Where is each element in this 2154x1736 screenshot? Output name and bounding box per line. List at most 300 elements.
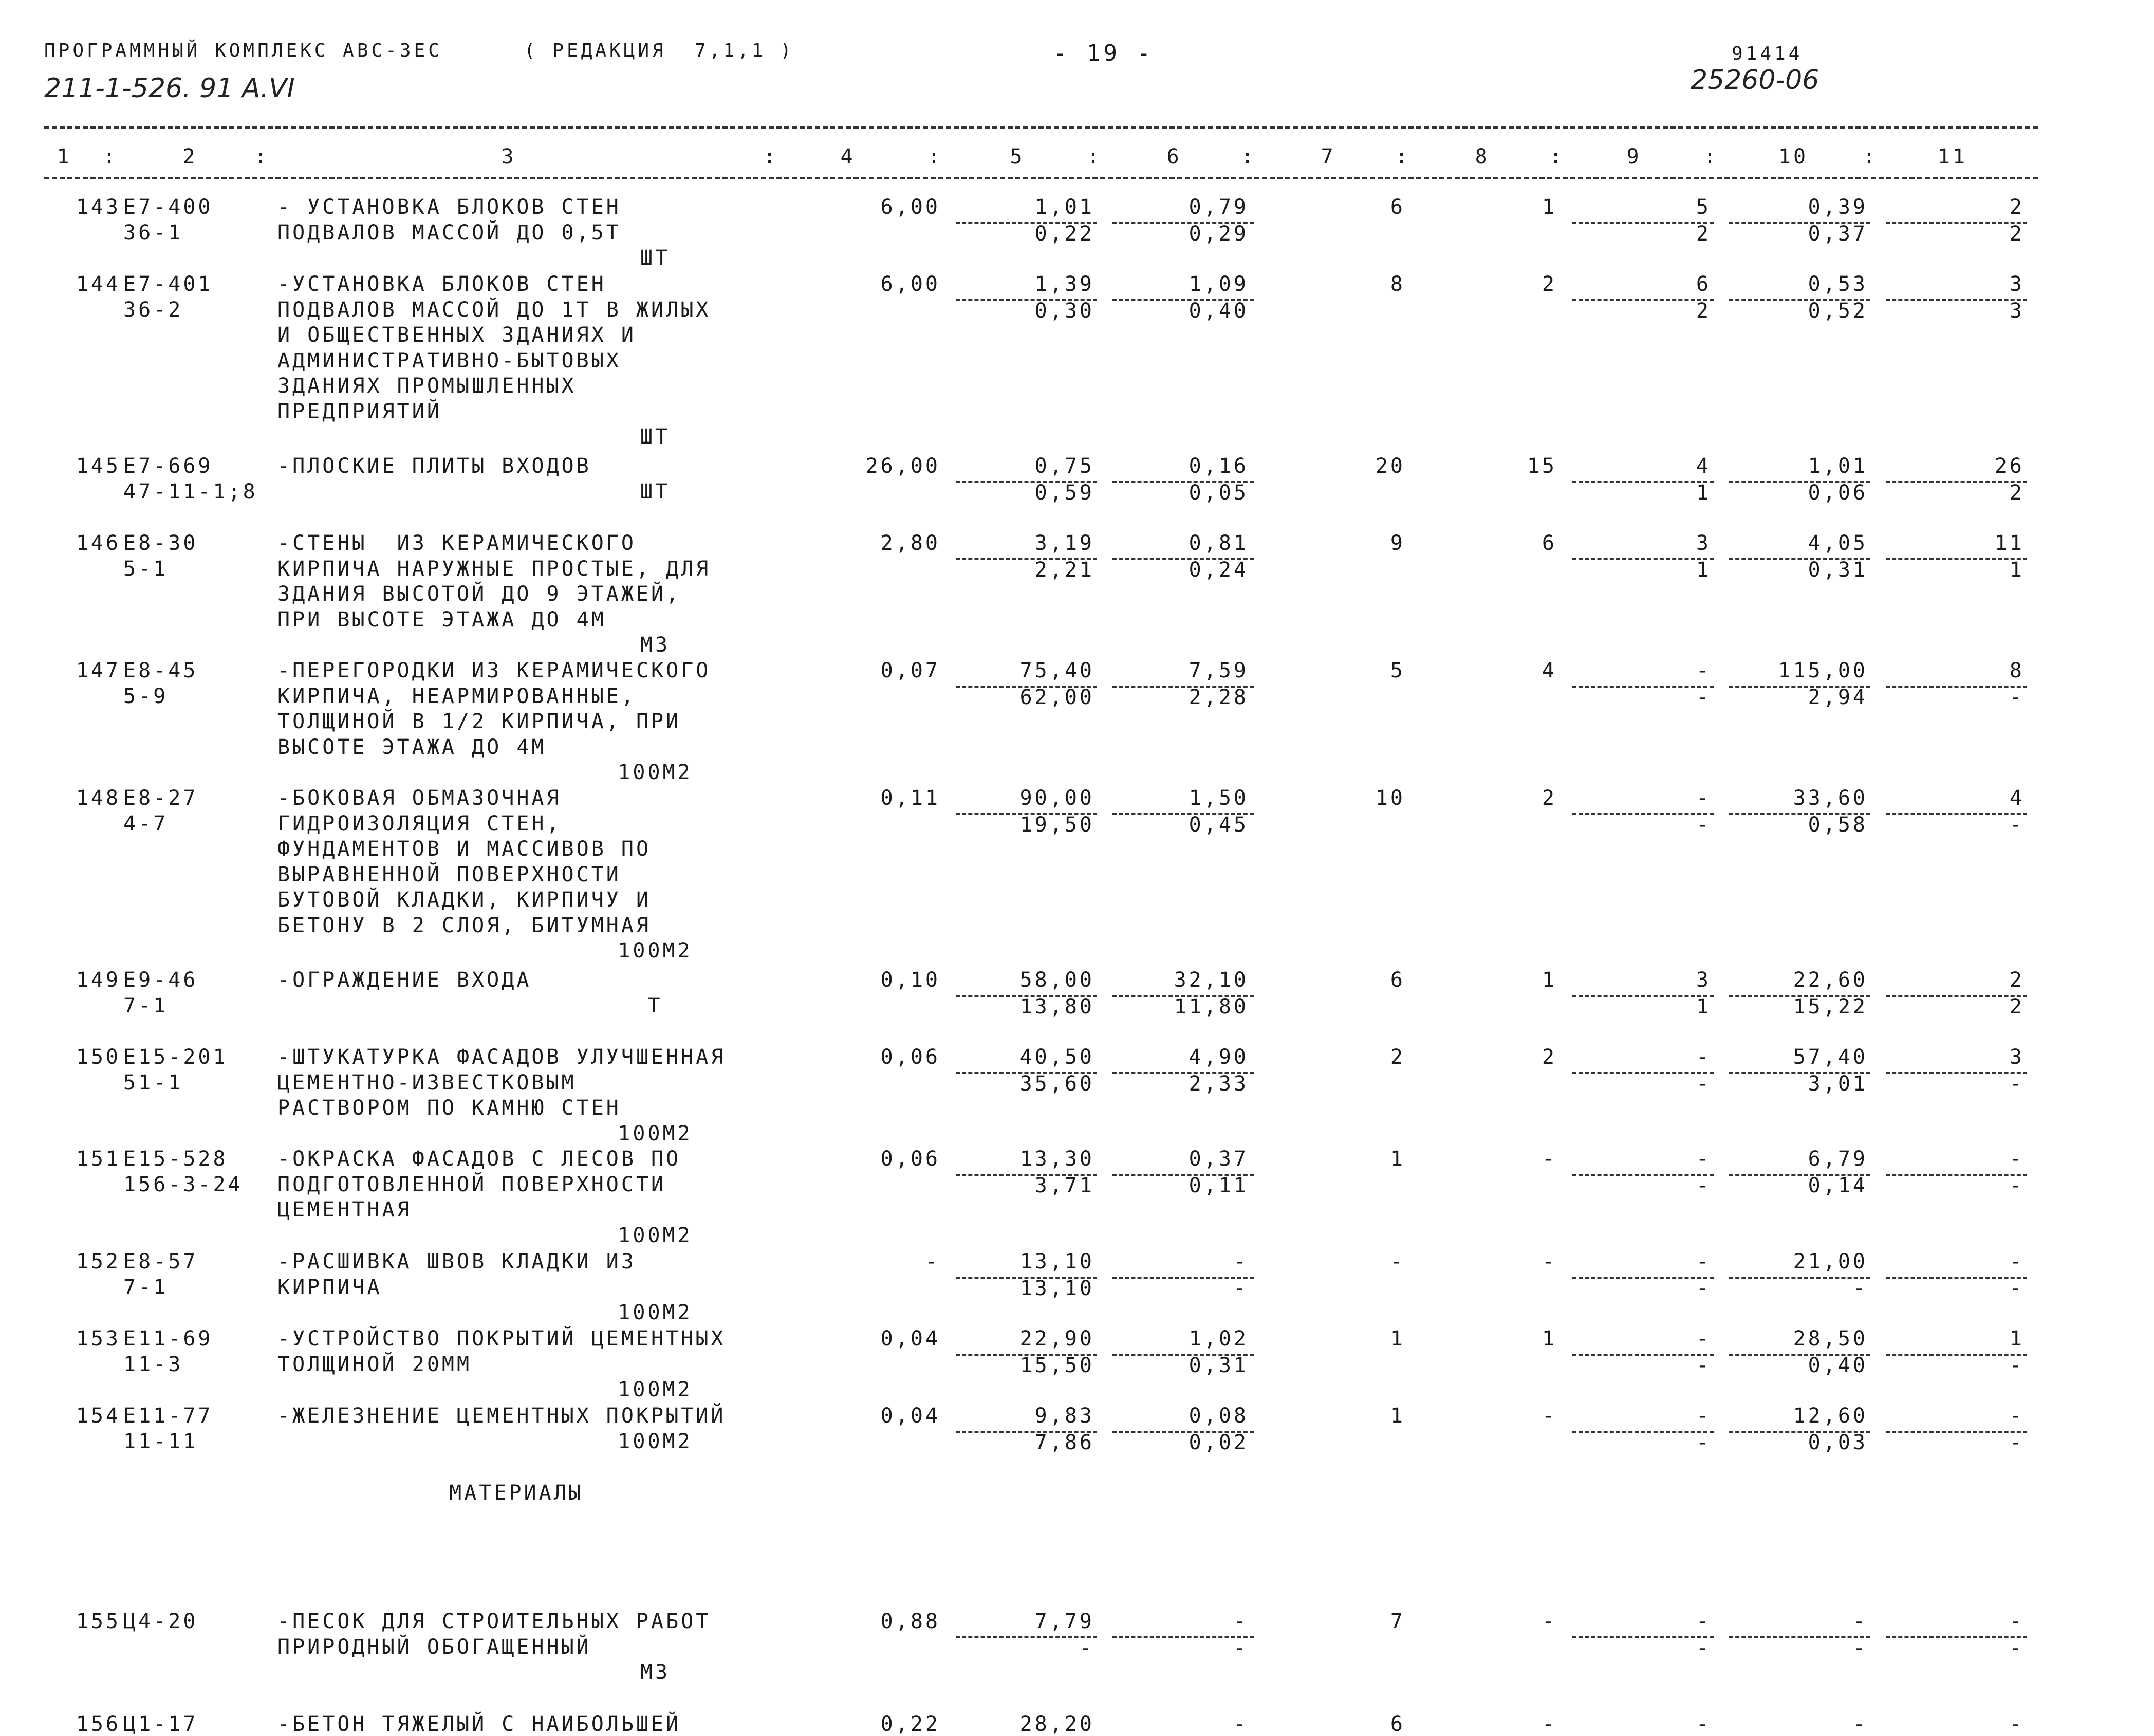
cost-col7: 1 [1390,1147,1405,1171]
cost-col7: 2 [1390,1045,1405,1069]
cost-col11: 2 [2009,195,2025,219]
program-title: ПРОГРАММНЫЙ КОМПЛЕКС АВС-ЗЕС [44,40,442,61]
quantity: 0,10 [880,968,940,992]
cost-machines: - [1233,1610,1249,1633]
labor-cost: 13,80 [1019,994,1094,1019]
unit-of-measure: ШТ [640,246,671,270]
cost-total: 1,01 [1034,195,1094,219]
norm-subcode: 156-3-24 [123,1172,243,1196]
work-description-line: -СТЕНЫ ИЗ КЕРАМИЧЕСКОГО [277,531,636,555]
work-description-line: РАСТВОРОМ ПО КАМНЮ СТЕН [277,1096,621,1120]
column-header-2: 2 [182,145,198,169]
subtotal-separator [1886,1174,2027,1176]
cost-col7: 6 [1390,195,1405,219]
unit-of-measure: 100М2 [618,1378,693,1401]
subtotal-separator [1886,1072,2027,1074]
cost-col11: 4 [2009,786,2025,810]
labor-col10: 0,31 [1808,558,1868,582]
handwritten-project-code: 211-1-526. 91 А.VI [44,73,295,104]
subtotal-separator [956,1636,1097,1638]
column-header-7: 7 [1321,145,1336,169]
row-number: 148 [76,786,121,810]
quantity: 0,06 [880,1147,940,1171]
cost-col8: 1 [1542,968,1557,992]
subtotal-separator [1572,1636,1714,1638]
quantity: 0,11 [880,786,940,810]
quantity: 0,04 [880,1404,940,1428]
quantity: - [925,1250,940,1273]
unit-of-measure: 100М2 [618,1429,693,1453]
cost-col10: 21,00 [1793,1250,1868,1273]
norm-subcode: 5-9 [123,684,169,708]
subtotal-separator [1572,813,1714,815]
labor-col9: 2 [1696,221,1711,246]
work-description-line: БУТОВОЙ КЛАДКИ, КИРПИЧУ И [277,888,652,912]
cost-total: 13,30 [1019,1147,1094,1171]
labor-machines: 0,29 [1189,221,1249,246]
doc-code: 91414 [1732,43,1803,64]
cost-col11: 26 [1994,454,2025,478]
subtotal-separator [1886,1431,2027,1433]
column-divider: : [927,145,943,169]
page-number: - 19 - [1053,40,1154,66]
labor-col9: - [1696,1353,1711,1377]
labor-col10: 0,37 [1808,221,1868,246]
work-description-line: - УСТАНОВКА БЛОКОВ СТЕН [277,195,621,219]
subtotal-separator [1886,995,2027,997]
labor-col9: - [1696,812,1711,837]
cost-machines: 0,16 [1189,454,1249,478]
norm-subcode: 11-11 [123,1429,198,1453]
subtotal-separator [1572,1431,1714,1433]
labor-machines: 0,02 [1189,1430,1249,1454]
row-number: 144 [76,272,121,296]
row-number: 153 [76,1327,121,1351]
subtotal-separator [1886,1277,2027,1279]
labor-machines: 2,33 [1189,1072,1249,1096]
cost-col8: - [1542,1712,1557,1736]
row-number: 156 [76,1712,121,1736]
section-heading: МАТЕРИАЛЫ [449,1481,584,1505]
labor-col9: - [1696,685,1711,709]
labor-col11: 1 [2009,558,2025,582]
cost-col9: - [1696,1147,1711,1171]
subtotal-separator [1572,686,1714,688]
cost-col7: 8 [1390,272,1405,296]
work-description-line: -ПЕРЕГОРОДКИ ИЗ КЕРАМИЧЕСКОГО [277,659,711,682]
cost-col10: 6,79 [1808,1147,1868,1171]
labor-col11: - [2009,1353,2025,1377]
subtotal-separator [1886,813,2027,815]
labor-cost: 15,50 [1019,1353,1094,1377]
norm-code: Е9-46 [123,968,198,992]
cost-total: 90,00 [1019,786,1094,810]
unit-of-measure: ШТ [640,479,671,504]
norm-subcode: 36-1 [123,220,183,245]
cost-total: 3,19 [1034,531,1094,555]
cost-col10: 28,50 [1793,1327,1868,1351]
norm-subcode: 7-1 [123,1275,169,1299]
work-description-line: -ОКРАСКА ФАСАДОВ С ЛЕСОВ ПО [277,1147,681,1171]
unit-of-measure: М3 [640,633,671,657]
cost-total: 9,83 [1034,1404,1094,1428]
work-description-line: -ЖЕЛЕЗНЕНИЕ ЦЕМЕНТНЫХ ПОКРЫТИЙ [277,1404,726,1428]
cost-col9: - [1696,1404,1711,1428]
cost-col11: 11 [1994,531,2025,555]
cost-col8: - [1542,1147,1557,1171]
cost-total: 7,79 [1034,1610,1094,1633]
unit-of-measure: М3 [640,1660,671,1684]
norm-code: Ц1-17 [123,1712,198,1736]
labor-col11: - [2009,812,2025,837]
work-description-line: ПОДВАЛОВ МАССОЙ ДО 1Т В ЖИЛЫХ [277,298,711,322]
cost-col9: - [1696,1327,1711,1351]
work-description-line: -БОКОВАЯ ОБМАЗОЧНАЯ [277,786,562,810]
labor-col11: 2 [2009,994,2025,1019]
labor-col11: - [2009,685,2025,709]
cost-total: 13,10 [1019,1250,1094,1273]
labor-machines: 0,40 [1189,299,1249,323]
cost-machines: 0,79 [1189,195,1249,219]
labor-cost: 2,21 [1034,558,1094,582]
column-header-5: 5 [1010,145,1025,169]
work-description-line: -РАСШИВКА ШВОВ КЛАДКИ ИЗ [277,1250,636,1273]
labor-cost: 3,71 [1034,1173,1094,1197]
labor-col9: - [1696,1072,1711,1096]
column-header-1: 1 [57,145,72,169]
cost-col8: 6 [1542,531,1557,555]
labor-col11: - [2009,1072,2025,1096]
column-divider: : [1395,145,1410,169]
labor-cost: 19,50 [1019,812,1094,837]
work-description-line: ЦЕМЕНТНО-ИЗВЕСТКОВЫМ [277,1070,577,1095]
quantity: 6,00 [880,272,940,296]
subtotal-separator [1886,1354,2027,1356]
norm-code: Е8-57 [123,1250,198,1273]
subtotal-separator [1572,1354,1714,1356]
unit-of-measure: 100М2 [618,761,693,784]
work-description-line: ПРИ ВЫСОТЕ ЭТАЖА ДО 4М [277,607,606,632]
cost-machines: 0,37 [1189,1147,1249,1171]
row-number: 155 [76,1610,121,1633]
column-divider: : [103,145,118,169]
cost-col10: 33,60 [1793,786,1868,810]
column-header-10: 10 [1778,145,1809,169]
work-description-line: ЗДАНИЯХ ПРОМЫШЛЕННЫХ [277,374,577,398]
labor-cost: 35,60 [1019,1072,1094,1096]
cost-col11: 3 [2009,272,2025,296]
cost-col8: 2 [1542,272,1557,296]
column-header-9: 9 [1626,145,1642,169]
cost-col8: - [1542,1404,1557,1428]
labor-col10: 0,40 [1808,1353,1868,1377]
cost-total: 40,50 [1019,1045,1094,1069]
work-description-line: ФУНДАМЕНТОВ И МАССИВОВ ПО [277,837,652,861]
cost-machines: 4,90 [1189,1045,1249,1069]
cost-col10: 12,60 [1793,1404,1868,1428]
column-divider: : [1087,145,1102,169]
work-description-line: -УСТРОЙСТВО ПОКРЫТИЙ ЦЕМЕНТНЫХ [277,1327,726,1351]
row-number: 146 [76,531,121,555]
quantity: 0,22 [880,1712,940,1736]
subtotal-separator [1572,558,1714,560]
labor-cost: 13,10 [1019,1276,1094,1300]
labor-machines: 0,45 [1189,812,1249,837]
unit-of-measure: 100М2 [618,939,693,963]
row-number: 151 [76,1147,121,1171]
cost-col9: 4 [1696,454,1711,478]
cost-col10: 0,53 [1808,272,1868,296]
subtotal-separator [1112,1277,1254,1279]
cost-col7: 5 [1390,659,1405,682]
work-description-line: ТОЛЩИНОЙ В 1/2 КИРПИЧА, ПРИ [277,710,681,733]
cost-col7: 6 [1390,968,1405,992]
cost-col10: 57,40 [1793,1045,1868,1069]
cost-col7: 1 [1390,1327,1405,1351]
cost-col10: 4,05 [1808,531,1868,555]
quantity: 26,00 [865,454,940,478]
subtotal-separator [1572,1174,1714,1176]
cost-col11: 3 [2009,1045,2025,1069]
work-description-line: ТОЛЩИНОЙ 20ММ [277,1352,472,1376]
cost-total: 0,75 [1034,454,1094,478]
quantity: 6,00 [880,195,940,219]
labor-cost: 7,86 [1034,1430,1094,1454]
labor-machines: 0,31 [1189,1353,1249,1377]
labor-col10: 15,22 [1793,994,1868,1019]
top-rule [44,126,2038,129]
labor-col9: 1 [1696,558,1711,582]
labor-cost: 0,59 [1034,481,1094,505]
cost-col7: 6 [1390,1712,1405,1736]
cost-total: 75,40 [1019,659,1094,682]
subtotal-separator [1572,222,1714,224]
cost-col8: 2 [1542,786,1557,810]
cost-col9: 5 [1696,195,1711,219]
norm-subcode: 7-1 [123,993,169,1018]
cost-col9: 3 [1696,531,1711,555]
unit-of-measure: 100М2 [618,1301,693,1324]
cost-total: 22,90 [1019,1327,1094,1351]
row-number: 154 [76,1404,121,1428]
labor-col9: 1 [1696,481,1711,505]
labor-col11: - [2009,1173,2025,1197]
column-divider: : [1863,145,1878,169]
subtotal-separator [1572,1277,1714,1279]
cost-col9: 3 [1696,968,1711,992]
work-description-line: ЦЕМЕНТНАЯ [277,1198,412,1222]
cost-col11: - [2009,1610,2025,1633]
norm-code: Е8-27 [123,786,198,810]
column-header-8: 8 [1475,145,1490,169]
labor-col11: 3 [2009,299,2025,323]
work-description-line: БЕТОНУ В 2 СЛОЯ, БИТУМНАЯ [277,913,652,937]
cost-col9: - [1696,1250,1711,1273]
cost-col10: 1,01 [1808,454,1868,478]
cost-col8: 2 [1542,1045,1557,1069]
work-description-line: ВЫСОТЕ ЭТАЖА ДО 4М [277,735,547,759]
column-divider: : [763,145,778,169]
norm-code: Е7-669 [123,454,213,478]
row-number: 147 [76,659,121,682]
labor-col10: 0,03 [1808,1430,1868,1454]
labor-col11: - [2009,1636,2025,1660]
labor-col10: 0,06 [1808,481,1868,505]
cost-col8: 4 [1542,659,1557,682]
labor-col10: - [1852,1276,1868,1300]
edition-label: ( РЕДАКЦИЯ 7,1,1 ) [524,40,794,61]
subtotal-separator [1729,1636,1870,1638]
column-header-6: 6 [1166,145,1182,169]
subtotal-separator [1886,481,2027,483]
norm-code: Е11-69 [123,1327,213,1351]
norm-code: Е15-201 [123,1045,228,1069]
cost-col10: 0,39 [1808,195,1868,219]
norm-subcode: 5-1 [123,557,169,581]
cost-col7: 1 [1390,1404,1405,1428]
labor-machines: - [1233,1276,1249,1300]
cost-col7: 20 [1375,454,1405,478]
cost-col11: 2 [2009,968,2025,992]
cost-machines: - [1233,1712,1249,1736]
labor-cost: 0,22 [1034,221,1094,246]
subtotal-separator [1886,222,2027,224]
norm-subcode: 36-2 [123,298,183,322]
work-description-line: ГИДРОИЗОЛЯЦИЯ СТЕН, [277,811,562,836]
labor-machines: 0,05 [1189,481,1249,505]
work-description-line: ПРЕДПРИЯТИЙ [277,399,442,423]
row-number: 143 [76,195,121,219]
labor-col9: 2 [1696,299,1711,323]
norm-subcode: 4-7 [123,811,169,836]
labor-cost: - [1079,1636,1094,1660]
norm-code: Е7-400 [123,195,213,219]
labor-machines: - [1233,1636,1249,1660]
cost-col8: 15 [1527,454,1557,478]
cost-col7: 9 [1390,531,1405,555]
labor-col10: 0,58 [1808,812,1868,837]
work-description-line: -БЕТОН ТЯЖЕЛЫЙ С НАИБОЛЬШЕЙ [277,1712,681,1736]
cost-total: 28,20 [1019,1712,1094,1736]
norm-code: Е15-528 [123,1147,228,1171]
cost-total: 58,00 [1019,968,1094,992]
labor-machines: 2,28 [1189,685,1249,709]
unit-of-measure: 100М2 [618,1121,693,1146]
quantity: 0,04 [880,1327,940,1351]
subtotal-separator [1886,558,2027,560]
norm-code: Ц4-20 [123,1610,198,1633]
cost-col7: 7 [1390,1610,1405,1633]
column-header-4: 4 [840,145,856,169]
cost-col8: - [1542,1610,1557,1633]
work-description-line: И ОБЩЕСТВЕННЫХ ЗДАНИЯХ И [277,323,636,347]
cost-col10: 115,00 [1778,659,1868,682]
labor-machines: 11,80 [1174,994,1249,1019]
subtotal-separator [1886,299,2027,301]
labor-col11: 2 [2009,221,2025,246]
work-description-line: ПРИРОДНЫЙ ОБОГАЩЕННЫЙ [277,1635,591,1659]
work-description-line: ПОДВАЛОВ МАССОЙ ДО 0,5Т [277,220,621,245]
work-description-line: -УСТАНОВКА БЛОКОВ СТЕН [277,272,606,296]
cost-col11: - [2009,1250,2025,1273]
quantity: 0,07 [880,659,940,682]
subtotal-separator [1886,1636,2027,1638]
subtotal-separator [1572,481,1714,483]
work-description-line: ЗДАНИЯ ВЫСОТОЙ ДО 9 ЭТАЖЕЙ, [277,582,681,606]
work-description-line: КИРПИЧА НАРУЖНЫЕ ПРОСТЫЕ, ДЛЯ [277,557,711,581]
column-divider: : [254,145,270,169]
norm-code: Е8-45 [123,659,198,682]
work-description-line: -ПЕСОК ДЛЯ СТРОИТЕЛЬНЫХ РАБОТ [277,1610,711,1633]
cost-machines: 1,09 [1189,272,1249,296]
labor-col9: - [1696,1636,1711,1660]
row-number: 145 [76,454,121,478]
cost-col8: - [1542,1250,1557,1273]
subtotal-separator [1886,686,2027,688]
labor-col10: 3,01 [1808,1072,1868,1096]
cost-col9: - [1696,1610,1711,1633]
work-description-line: КИРПИЧА [277,1275,382,1299]
header-bottom-rule [44,177,2038,179]
column-divider: : [1241,145,1256,169]
work-description-line: -ОГРАЖДЕНИЕ ВХОДА [277,968,532,992]
cost-col9: - [1696,786,1711,810]
subtotal-separator [1572,299,1714,301]
cost-col9: - [1696,1045,1711,1069]
labor-col11: - [2009,1430,2025,1454]
handwritten-doc-number: 25260-06 [1691,65,1819,96]
labor-col11: 2 [2009,481,2025,505]
quantity: 2,80 [880,531,940,555]
cost-col11: 1 [2009,1327,2025,1351]
row-number: 149 [76,968,121,992]
cost-machines: 32,10 [1174,968,1249,992]
norm-subcode: 51-1 [123,1070,183,1095]
subtotal-separator [1729,1277,1870,1279]
cost-col10: 22,60 [1793,968,1868,992]
cost-machines: 7,59 [1189,659,1249,682]
unit-of-measure: 100М2 [618,1223,693,1247]
cost-col9: - [1696,1712,1711,1736]
row-number: 150 [76,1045,121,1069]
cost-col11: 8 [2009,659,2025,682]
cost-col9: 6 [1696,272,1711,296]
work-description-line: ВЫРАВНЕННОЙ ПОВЕРХНОСТИ [277,862,621,887]
work-description-line: ПОДГОТОВЛЕННОЙ ПОВЕРХНОСТИ [277,1172,666,1196]
cost-machines: - [1233,1250,1249,1273]
norm-subcode: 47-11-1;8 [123,479,258,504]
subtotal-separator [1572,1072,1714,1074]
labor-col9: - [1696,1276,1711,1300]
quantity: 0,88 [880,1610,940,1633]
labor-col10: 0,14 [1808,1173,1868,1197]
row-number: 152 [76,1250,121,1273]
unit-of-measure: ШТ [640,425,671,449]
norm-code: Е11-77 [123,1404,213,1428]
subtotal-separator [1572,995,1714,997]
cost-machines: 1,50 [1189,786,1249,810]
norm-code: Е8-30 [123,531,198,555]
cost-col10: - [1852,1610,1868,1633]
labor-col10: - [1852,1636,1868,1660]
cost-col9: - [1696,659,1711,682]
labor-col9: - [1696,1430,1711,1454]
cost-machines: 1,02 [1189,1327,1249,1351]
cost-col11: - [2009,1147,2025,1171]
cost-col7: - [1390,1250,1405,1273]
subtotal-separator [1112,1636,1254,1638]
work-description-line: АДМИНИСТРАТИВНО-БЫТОВЫХ [277,348,621,373]
